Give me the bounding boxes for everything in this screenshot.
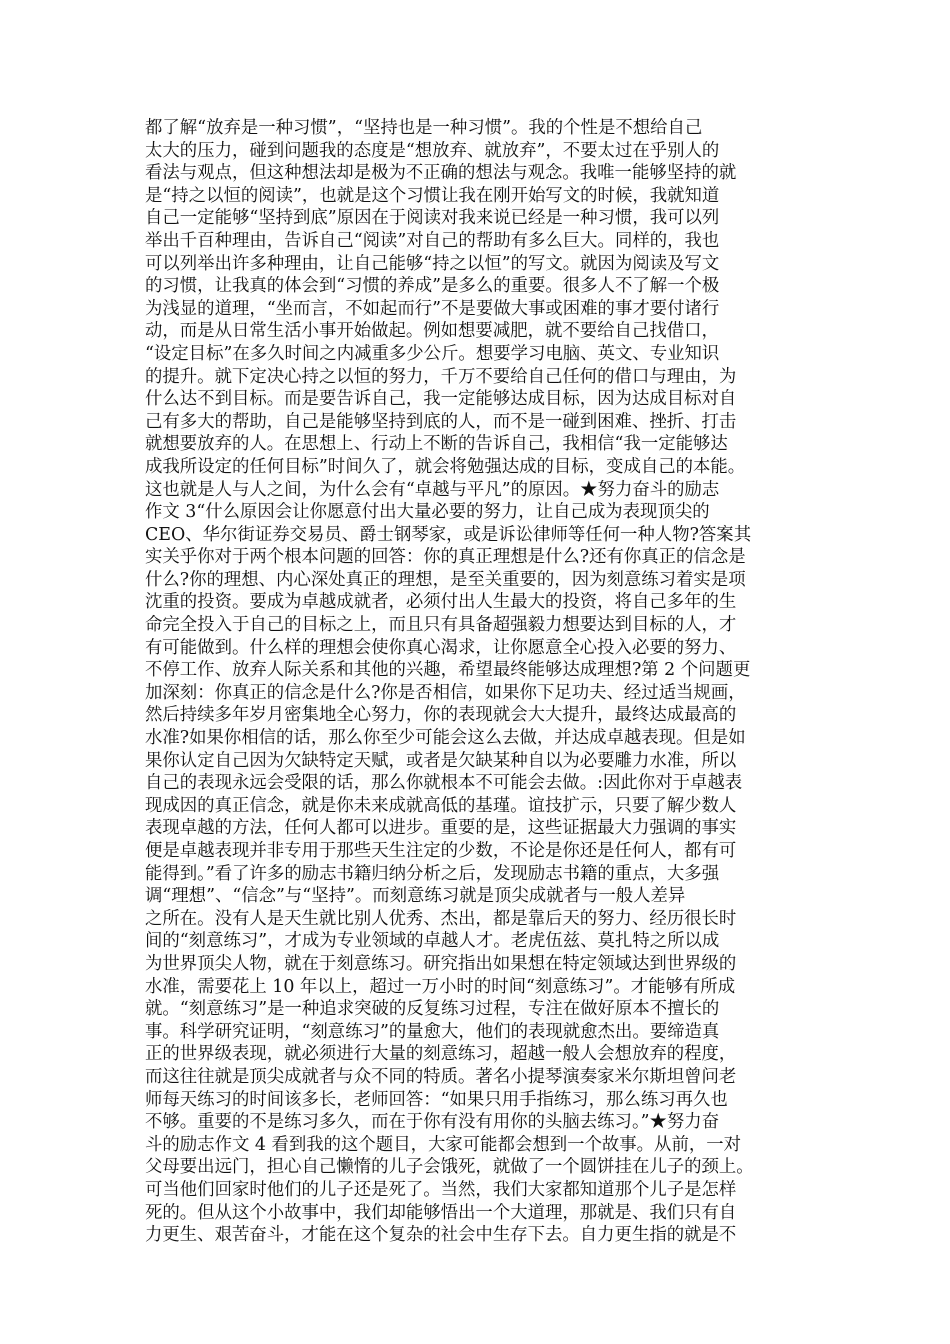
text-line: 的提升。就下定决心持之以恒的努力，千万不要给自己任何的借口与理由，为: [145, 366, 737, 387]
text-line: 不够。重要的不是练习多久，而在于你有没有用你的头脑去练习。”★努力奋: [145, 1112, 720, 1133]
text-line: CEO、华尔街证券交易员、爵士钢琴家，或是诉讼律师等任何一种人物?答案其: [145, 524, 752, 545]
text-line: 事。科学研究证明，“刻意练习”的量愈大，他们的表现就愈杰出。要缔造真: [145, 1021, 720, 1042]
text-line: 沈重的投资。要成为卓越成就者，必须付出人生最大的投资，将自己多年的生: [145, 592, 737, 613]
body-text: [145, 117, 805, 1247]
text-line: 的习惯，让我真的体会到“习惯的养成”是多么的重要。很多人不了解一个极: [145, 276, 720, 297]
text-line: 水准?如果你相信的话，那么你至少可能会这么去做，并达成卓越表现。但是如: [145, 728, 746, 749]
text-line: 什么?你的理想、内心深处真正的理想，是至关重要的，因为刻意练习着实是项: [145, 569, 746, 590]
text-line: 力更生、艰苦奋斗，才能在这个复杂的社会中生存下去。自力更生指的就是不: [145, 1225, 737, 1246]
text-line: 自己的表现永远会受限的话，那么你就根本不可能会去做。:因此你对于卓越表: [145, 773, 743, 794]
text-line: 可当他们回家时他们的儿子还是死了。当然，我们大家都知道那个儿子是怎样: [145, 1179, 737, 1200]
text-line: 是“持之以恒的阅读”，也就是这个习惯让我在刚开始写文的时候，我就知道: [145, 185, 720, 206]
text-line: 不停工作、放弃人际关系和其他的兴趣，希望最终能够达成理想?第 2 个问题更: [145, 660, 751, 681]
text-line: 正的世界级表现，就必须进行大量的刻意练习，超越一般人会想放弃的程度，: [145, 1044, 737, 1065]
text-line: 现成因的真正信念，就是你未来成就高低的基瑾。谊技扩示，只要了解少数人: [145, 795, 737, 816]
text-line: 斗的励志作文 4 看到我的这个题目，大家可能都会想到一个故事。从前，一对: [145, 1134, 742, 1155]
text-line: 这也就是人与人之间，为什么会有“卓越与平凡”的原因。★努力奋斗的励志: [145, 479, 720, 500]
text-line: 能得到。”看了许多的励志书籍归纳分析之后，发现励志书籍的重点，大多强: [145, 863, 720, 884]
text-line: 太大的压力，碰到问题我的态度是“想放弃、就放弃”，不要太过在乎别人的: [145, 140, 720, 161]
text-line: 命完全投入于自己的目标之上，而且只有具备超强毅力想要达到目标的人，才: [145, 615, 737, 636]
text-line: 为浅显的道理，“坐而言，不如起而行”不是要做大事或困难的事才要付诸行: [145, 298, 720, 319]
text-line: 之所在。没有人是天生就比别人优秀、杰出，都是靠后天的努力、经历很长时: [145, 908, 737, 929]
text-line: 举出千百种理由，告诉自己“阅读”对自己的帮助有多么巨大。同样的，我也: [145, 230, 720, 251]
text-line: 表现卓越的方法，任何人都可以进步。重要的是，这些证据最大力强调的事实: [145, 818, 737, 839]
text-line: 什么达不到目标。而是要告诉自己，我一定能够达成目标，因为达成目标对自: [145, 389, 737, 410]
text-line: 实关乎你对于两个根本问题的回答：你的真正理想是什么?还有你真正的信念是: [145, 547, 746, 568]
text-line: 父母要出远门，担心自己懒惰的儿子会饿死，就做了一个圆饼挂在儿子的颈上。: [145, 1157, 754, 1178]
text-line: 间的“刻意练习”，才成为专业领域的卓越人才。老虎伍兹、莫扎特之所以成: [145, 931, 720, 952]
text-line: 为世界顶尖人物，就在于刻意练习。研究指出如果想在特定领域达到世界级的: [145, 953, 737, 974]
text-line: 然后持续多年岁月密集地全心努力，你的表现就会大大提升，最终达成最高的: [145, 705, 737, 726]
text-line: 师每天练习的时间该多长，老师回答：“如果只用手指练习，那么练习再久也: [145, 1089, 728, 1110]
text-line: 成我所设定的任何目标”时间久了，就会将勉强达成的目标，变成自己的本能。: [145, 456, 746, 477]
text-line: 己有多大的帮助，自己是能够坚持到底的人，而不是一碰到困难、挫折、打击: [145, 411, 737, 432]
text-line: 死的。但从这个小故事中，我们却能够悟出一个大道理，那就是、我们只有自: [145, 1202, 737, 1223]
text-line: 水准，需要花上 10 年以上，超过一万小时的时间“刻意练习”。才能够有所成: [145, 976, 736, 997]
text-line: 动，而是从日常生活小事开始做起。例如想要减肥，就不要给自己找借口，: [145, 321, 719, 342]
text-line: 就。“刻意练习”是一种追求突破的反复练习过程，专注在做好原本不擅长的: [145, 999, 720, 1020]
text-line: 而这往往就是顶尖成就者与众不同的特质。著名小提琴演奏家米尔斯坦曾问老: [145, 1066, 737, 1087]
text-line: 加深刻：你真正的信念是什么?你是否相信，如果你下足功夫、经过适当规画，: [145, 682, 746, 703]
text-line: 可以列举出许多种理由，让自己能够“持之以恒”的写文。就因为阅读及写文: [145, 253, 720, 274]
text-line: “设定目标”在多久时间之内减重多少公斤。想要学习电脑、英文、专业知识: [145, 343, 720, 364]
text-line: 自己一定能够“坚持到底”原因在于阅读对我来说已经是一种习惯，我可以列: [145, 208, 720, 229]
text-line: 果你认定自己因为欠缺特定天赋，或者是欠缺某种自以为必要雕力水准，所以: [145, 750, 737, 771]
text-line: 都了解“放弃是一种习惯”，“坚持也是一种习惯”。我的个性是不想给自己: [145, 118, 703, 138]
text-line: 便是卓越表现并非专用于那些天生注定的少数，不论是你还是任何人，都有可: [145, 841, 737, 861]
text-line: 作文 3“什么原因会让你愿意付出大量必要的努力，让自己成为表现顶尖的: [145, 502, 710, 523]
text-line: 有可能做到。什么样的理想会使你真心渴求，让你愿意全心投入必要的努力、: [145, 637, 737, 658]
text-line: 就想要放弃的人。在思想上、行动上不断的告诉自己，我相信“我一定能够达: [145, 434, 728, 455]
text-line: 看法与观点，但这种想法却是极为不正确的想法与观念。我唯一能够坚持的就: [145, 163, 737, 184]
text-line: 调“理想”、“信念”与“坚持”。而刻意练习就是顶尖成就者与一般人差异: [145, 886, 686, 907]
